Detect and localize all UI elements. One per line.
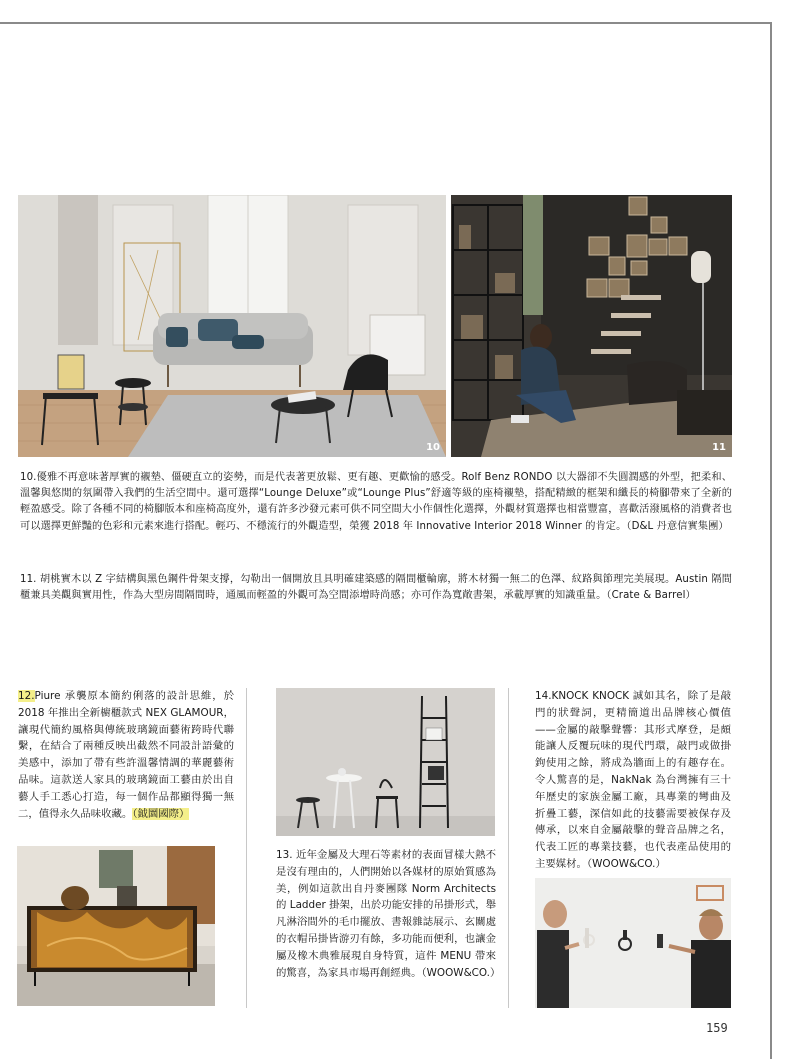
- photo-number-11: 11: [712, 442, 726, 453]
- item-12-credit: （鉞圜國際）: [132, 807, 190, 820]
- photo-sofa-living-room: [18, 195, 446, 457]
- ladder-scene: [276, 688, 495, 836]
- cabinet-scene: [17, 846, 215, 1006]
- photo-door-knockers: [535, 878, 731, 1008]
- photo-shelving-room: [451, 195, 732, 457]
- item-14-paragraph: 14.KNOCK KNOCK 誠如其名，除了是敲門的狀聲詞，更精簡道出品牌核心價值——金屬的敲擊聲響：其形式摩登，是頗能讓人反覆玩味的現代門環，敲門或做掛鉤使用之餘，將成為牆面上的有趣存在。令人驚喜的是，NakNak 為台灣擁有三十年歷史的家族金屬工廠，具專業的彎曲及折疊工藝，深信如此的技藝需要被保存及傳承，以來自金屬敲擊的聲音品牌之名，代表工匠的專業技藝，也代表產品使用的主要媒材。（WOOW&CO.）: [535, 690, 731, 870]
- item-11-paragraph: 11. 胡桃實木以 Z 字結構與黑色鋼件骨架支撐，勾勒出一個開放且具明確建築感的隔間櫃輪廓，將木材獨一無二的色澤、紋路與節理完美展現。Austin 隔間櫃兼具美觀與實用性，作為大型房間隔間時，通風而輕盈的外觀可為空間添增時尚感；亦可作為寬敞書架，承載厚實的知識重量。（Crate & Barrel）: [20, 574, 732, 602]
- photo-ladder-hanger: [276, 688, 495, 836]
- item-12-number: 12.: [18, 690, 35, 702]
- photo-number-10: 10: [426, 442, 440, 453]
- column-divider-right: [508, 688, 509, 1008]
- page-number: 159: [706, 1021, 728, 1035]
- knocker-scene: [535, 878, 731, 1008]
- item-12-paragraph: [18, 688, 234, 822]
- photo-glass-cabinet: [17, 846, 215, 1006]
- item-13-paragraph: 13. 近年金屬及大理石等素材的表面冒樣大熱不是沒有理由的，人們開始以各媒材的原始質感為美，例如這款出自丹麥團隊 Norm Architects 的 Ladder 掛架，出於功能安排的吊掛形式，舉凡淋浴間外的毛巾擺放、書報雜誌展示、玄關處的衣帽吊掛皆游刃有餘，多功能而便利，也讓金屬及橡木典雅展現自身特質，這件 MENU 帶來的驚喜，為家具市場再創經典。（WOOW&CO.）: [276, 849, 501, 979]
- item-12-body: Piure 承襲原本簡約俐落的設計思維，於 2018 年推出全新櫥櫃款式 NEX GLAMOUR，讓現代簡約風格與傳統玻璃鏡面藝術跨時代聯繫，在結合了兩種反映出截然不同設計語彙的美感中，添加了帶有些許溫馨情調的華麗藝術品味。這款送人家具的玻璃鏡面工藝由於出自藝人手工悉心打造，每一個作品都顯得獨一無二，值得永久品味收藏。: [18, 690, 234, 820]
- item-10-paragraph: 10.優雅不再意味著厚實的襯墊、僵硬直立的姿勢，而是代表著更放鬆、更有趣、更歡愉的感受。Rolf Benz RONDO 以大器卻不失圓潤感的外型，把柔和、溫馨與悠閒的氛圍帶入我們的生活空間中。還可選擇“Lounge Deluxe”或“Lounge Plus”舒適等級的座椅襯墊，搭配精緻的框架和纖長的椅腳帶來了全新的輕盈感受。除了各種不同的椅腳版本和座椅高度外，還有許多沙發元素可供不同空間大小作個性化選擇，外觀材質選擇也相當豐富，喜歡活潑風格的消費者也可以選擇更鮮豔的色彩和元素來進行搭配。輕巧、不穩流行的外觀造型，榮獲 2018 年 Innovative Interior 2018 Winner 的肯定。（D&L 丹意信實集團）: [20, 472, 732, 532]
- sofa-scene: [18, 195, 446, 457]
- shelf-scene: [451, 195, 732, 457]
- column-divider-left: [246, 688, 247, 1008]
